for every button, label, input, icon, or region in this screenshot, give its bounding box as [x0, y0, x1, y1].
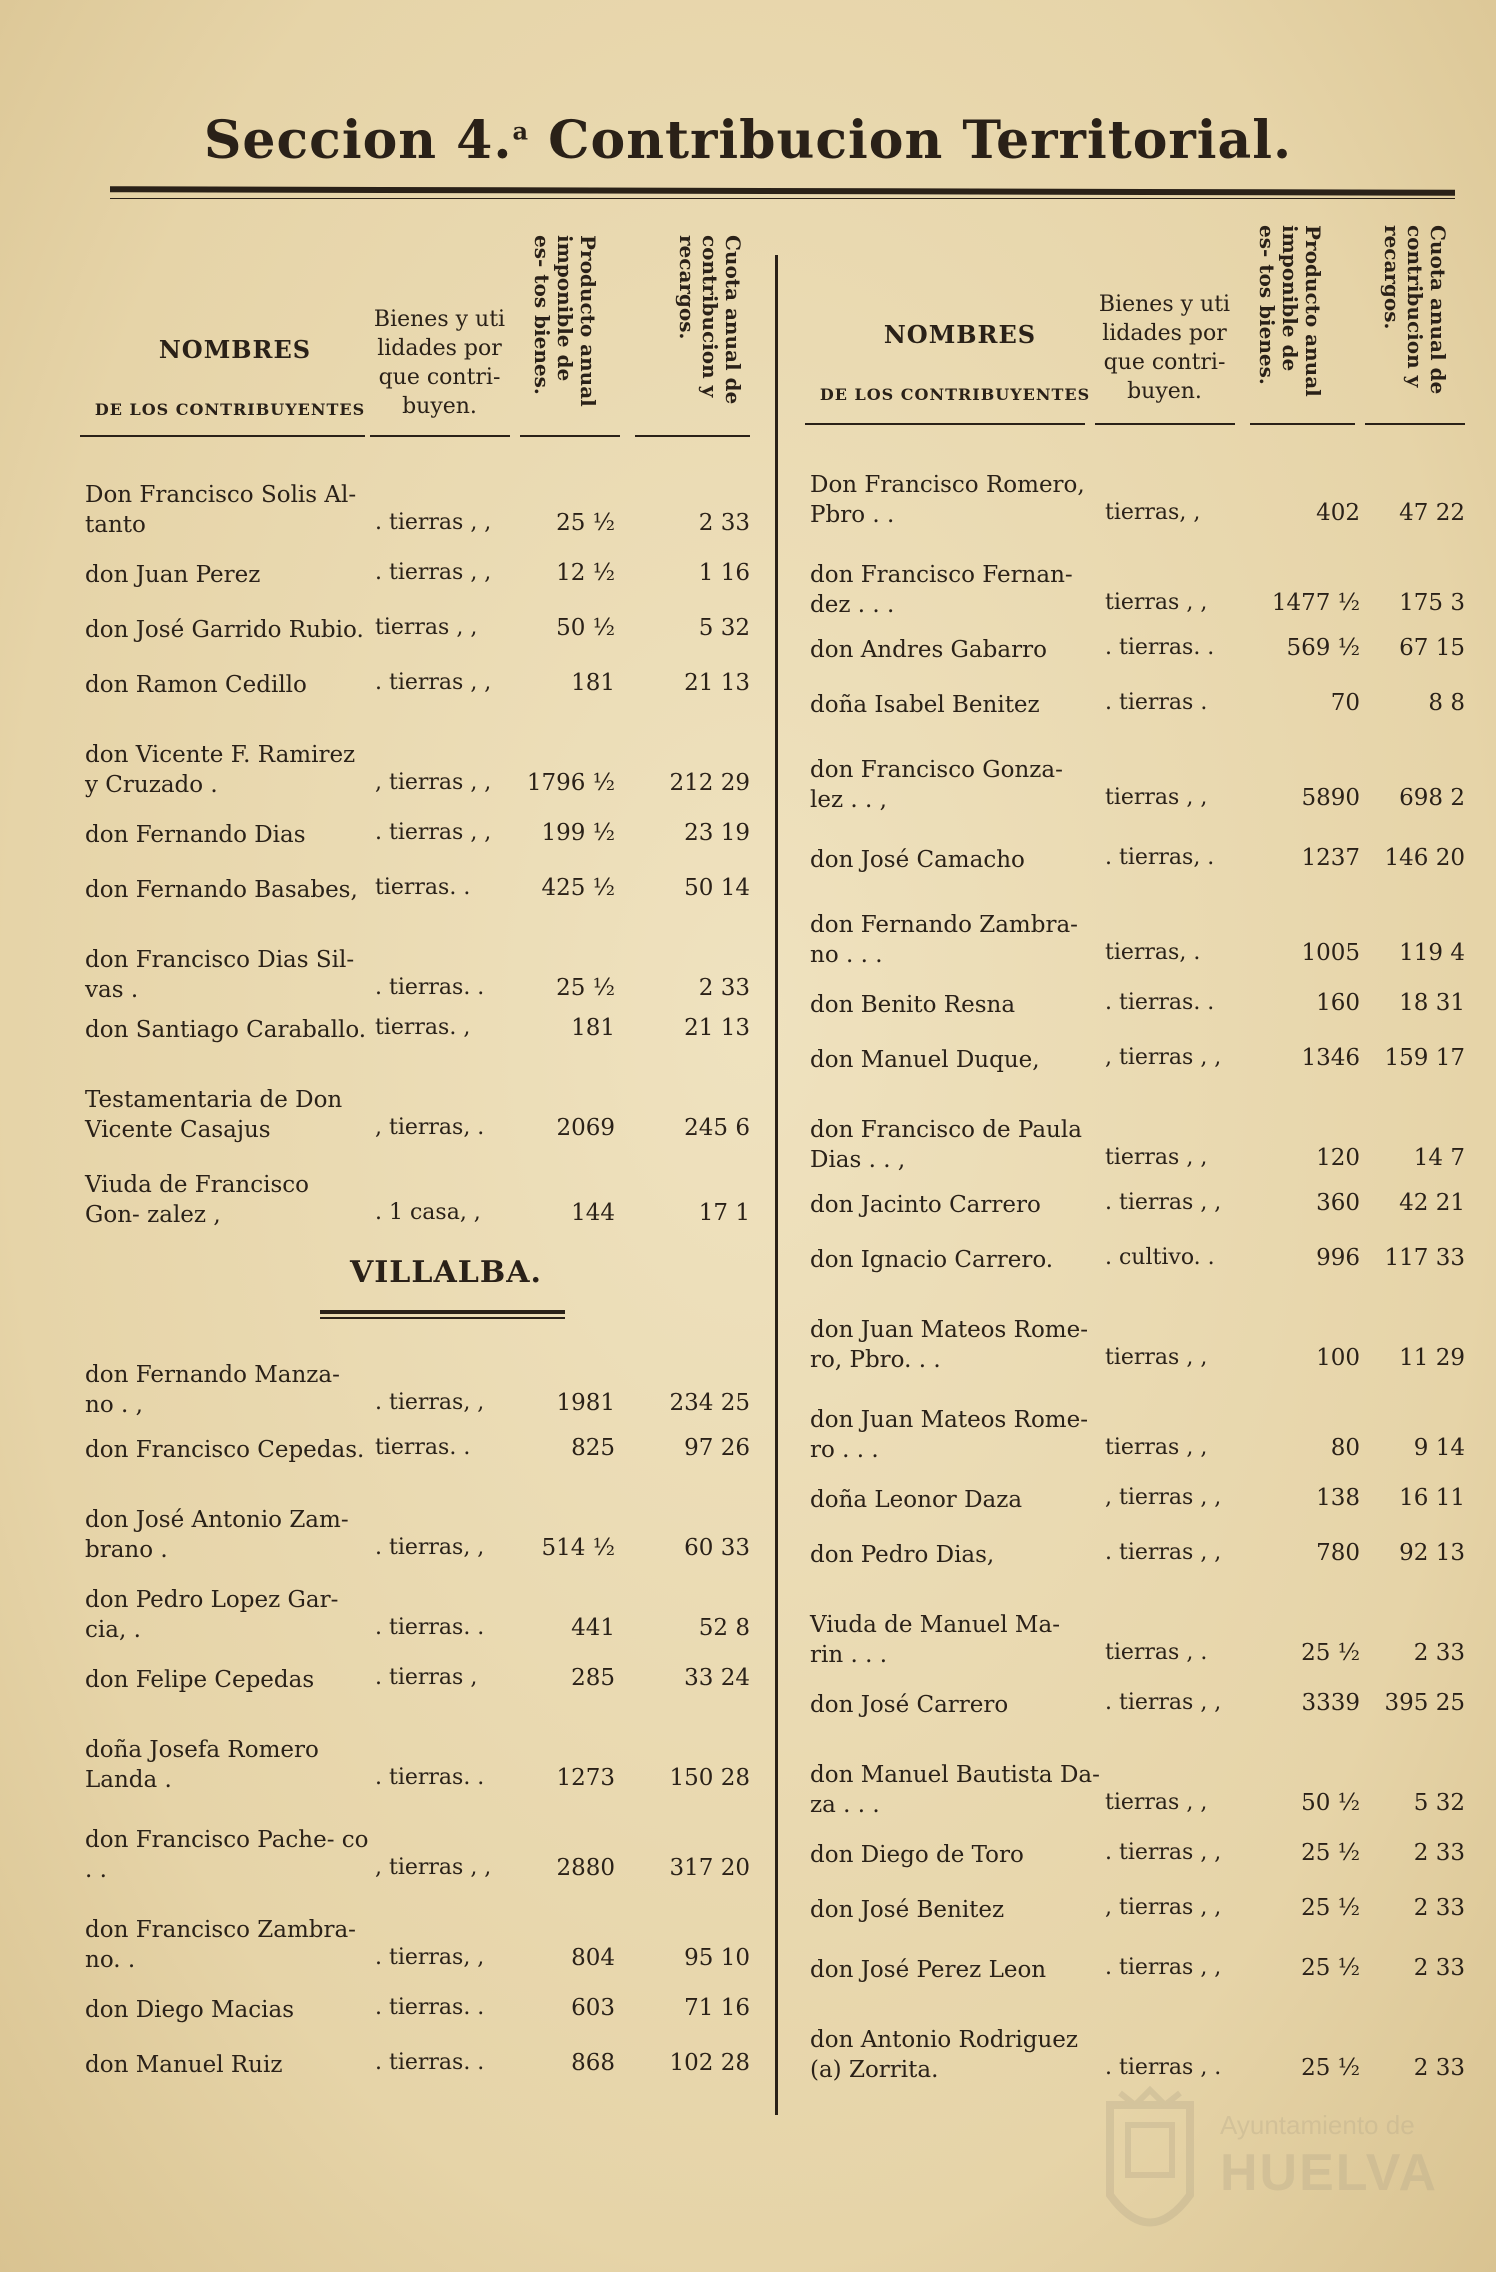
annual-quota: 33 24	[684, 1665, 750, 1691]
contributor-name: don Andres Gabarro	[810, 637, 1047, 663]
contributor-name: doña Leonor Daza	[810, 1487, 1023, 1513]
annual-quota: 5 32	[698, 615, 750, 641]
contributor-name: Viuda de Francisco Gon- zalez ,	[85, 1172, 310, 1228]
property-type: tierras, .	[1105, 940, 1201, 965]
contributor-name: don Pedro Dias,	[810, 1542, 995, 1568]
contributor-name: don Francisco de Paula Dias . . ,	[810, 1117, 1082, 1173]
contributor-name: Don Francisco Romero, Pbro . .	[810, 472, 1085, 528]
property-type: . tierras , ,	[1105, 1955, 1222, 1980]
property-type: . 1 casa, ,	[375, 1200, 481, 1225]
contributor-name: don José Carrero	[810, 1692, 1009, 1718]
header-rule	[520, 435, 620, 437]
annual-quota: 2 33	[1413, 1840, 1465, 1866]
annual-product: 181	[571, 670, 615, 696]
contributor-name: don José Garrido Rubio.	[85, 617, 364, 643]
contributor-name: don Manuel Ruiz	[85, 2052, 283, 2078]
property-type: . tierras, .	[1105, 845, 1215, 870]
annual-quota: 17 1	[698, 1200, 750, 1226]
property-type: . tierras, ,	[375, 1390, 485, 1415]
property-type: . tierras .	[1105, 690, 1208, 715]
contributor-name: doña Isabel Benitez	[810, 692, 1040, 718]
contributor-name: don Francisco Fernan- dez . . .	[810, 562, 1073, 618]
property-type: . tierras , ,	[1105, 1540, 1222, 1565]
annual-quota: 21 13	[684, 1015, 750, 1041]
annual-quota: 16 11	[1399, 1485, 1465, 1511]
contributor-name: don José Perez Leon	[810, 1957, 1047, 1983]
contributor-name: don Francisco Zambra- no. .	[85, 1917, 356, 1973]
contributor-name: don Fernando Zambra- no . . .	[810, 912, 1078, 968]
header-rule	[635, 435, 750, 437]
annual-product: 285	[571, 1665, 615, 1691]
annual-product: 120	[1316, 1145, 1360, 1171]
annual-quota: 11 29	[1399, 1345, 1465, 1371]
annual-product: 868	[571, 2050, 615, 2076]
property-type: . tierras ,	[375, 1665, 478, 1690]
property-type: . tierras. .	[1105, 990, 1215, 1015]
annual-quota: 14 7	[1413, 1145, 1465, 1171]
title-rest: Contribucion Territorial.	[548, 110, 1293, 171]
annual-quota: 119 4	[1399, 940, 1465, 966]
property-type: . tierras , ,	[375, 560, 492, 585]
annual-product: 1005	[1301, 940, 1360, 966]
title-rule-thin	[110, 198, 1455, 199]
property-type: . tierras , ,	[1105, 1840, 1222, 1865]
right-column	[800, 215, 1470, 2083]
crest-icon	[1090, 2085, 1210, 2255]
contributor-name: don Antonio Rodriguez (a) Zorrita.	[810, 2027, 1079, 2083]
producto-header: Producto anual imponible de es- tos bienes.	[1255, 225, 1325, 397]
property-type: . tierras. .	[1105, 635, 1215, 660]
annual-product: 25 ½	[1301, 1955, 1360, 1981]
bienes-header: Bienes y uti lidades por que contri- buyen.	[373, 307, 506, 419]
property-type: . tierras , ,	[1105, 1690, 1222, 1715]
property-type: tierras , ,	[375, 615, 478, 640]
annual-quota: 71 16	[684, 1995, 750, 2021]
annual-product: 80	[1330, 1435, 1360, 1461]
annual-quota: 159 17	[1384, 1045, 1465, 1071]
property-type: tierras. .	[375, 875, 471, 900]
contributor-name: Don Francisco Solis Al- tanto	[85, 482, 357, 538]
contributor-name: don Fernando Manza- no . ,	[85, 1362, 340, 1418]
contributor-name: don Ignacio Carrero.	[810, 1247, 1054, 1273]
annual-product: 360	[1316, 1190, 1360, 1216]
title-rule-thick	[110, 186, 1455, 196]
contributor-name: don Juan Mateos Rome- ro . . .	[810, 1407, 1088, 1463]
annual-product: 25 ½	[556, 510, 615, 536]
left-column-header	[75, 215, 765, 445]
annual-quota: 95 10	[684, 1945, 750, 1971]
contributor-name: don Felipe Cepedas	[85, 1667, 315, 1693]
names-header: NOMBRES	[883, 320, 1037, 349]
property-type: . tierras. .	[375, 1765, 485, 1790]
annual-product: 804	[571, 1945, 615, 1971]
contributor-name: don Manuel Bautista Da- za . . .	[810, 1762, 1100, 1818]
annual-product: 160	[1316, 990, 1360, 1016]
annual-quota: 175 3	[1399, 590, 1465, 616]
annual-product: 50 ½	[1301, 1790, 1360, 1816]
annual-quota: 92 13	[1399, 1540, 1465, 1566]
contributor-name: don José Antonio Zam- brano .	[85, 1507, 349, 1563]
annual-product: 825	[571, 1435, 615, 1461]
property-type: tierras , ,	[1105, 1345, 1208, 1370]
annual-quota: 395 25	[1384, 1690, 1465, 1716]
property-type: . tierras, ,	[375, 1945, 485, 1970]
annual-product: 25 ½	[556, 975, 615, 1001]
annual-quota: 8 8	[1428, 690, 1465, 716]
contributor-name: don Francisco Dias Sil- vas .	[85, 947, 355, 1003]
property-type: . tierras , .	[1105, 2055, 1222, 2080]
section-subheading: VILLALBA.	[350, 1255, 542, 1290]
subheading-rule	[320, 1310, 565, 1314]
watermark-line1: Ayuntamiento de	[1220, 2110, 1415, 2140]
watermark-stamp	[1085, 2085, 1485, 2260]
property-type: tierras , .	[1105, 1640, 1208, 1665]
annual-quota: 42 21	[1399, 1190, 1465, 1216]
contributor-name: don Pedro Lopez Gar- cia, .	[85, 1587, 339, 1643]
contributor-name: don José Benitez	[810, 1897, 1005, 1923]
property-type: . tierras. .	[375, 2050, 485, 2075]
property-type: tierras, ,	[1105, 500, 1201, 525]
property-type: tierras , ,	[1105, 1790, 1208, 1815]
annual-quota: 52 8	[698, 1615, 750, 1641]
producto-header: Producto anual imponible de es- tos bienes.	[530, 235, 600, 407]
property-type: , tierras, .	[375, 1115, 485, 1140]
contributor-name: don Vicente F. Ramirez y Cruzado .	[85, 742, 356, 798]
annual-quota: 2 33	[698, 510, 750, 536]
annual-quota: 97 26	[684, 1435, 750, 1461]
annual-product: 25 ½	[1301, 1895, 1360, 1921]
annual-product: 25 ½	[1301, 2055, 1360, 2081]
annual-quota: 102 28	[669, 2050, 750, 2076]
annual-quota: 2 33	[1413, 1955, 1465, 1981]
annual-quota: 245 6	[684, 1115, 750, 1141]
annual-product: 50 ½	[556, 615, 615, 641]
property-type: . tierras. .	[375, 975, 485, 1000]
annual-product: 1477 ½	[1271, 590, 1360, 616]
annual-product: 569 ½	[1286, 635, 1360, 661]
bienes-header: Bienes y uti lidades por que contri- buyen.	[1098, 292, 1231, 404]
contributor-name: don Fernando Dias	[85, 822, 306, 848]
contributor-name: don Diego de Toro	[810, 1842, 1024, 1868]
annual-quota: 234 25	[669, 1390, 750, 1416]
annual-product: 138	[1316, 1485, 1360, 1511]
property-type: tierras. ,	[375, 1015, 471, 1040]
annual-quota: 47 22	[1399, 500, 1465, 526]
contributor-name: Testamentaria de Don Vicente Casajus	[85, 1087, 343, 1143]
column-divider	[775, 255, 778, 2115]
annual-quota: 50 14	[684, 875, 750, 901]
property-type: , tierras , ,	[1105, 1895, 1222, 1920]
annual-quota: 9 14	[1413, 1435, 1465, 1461]
annual-product: 441	[571, 1615, 615, 1641]
annual-product: 5890	[1301, 785, 1360, 811]
annual-quota: 2 33	[698, 975, 750, 1001]
cuota-header: Cuota anual de contribucion y recargos.	[675, 235, 745, 405]
property-type: , tierras , ,	[375, 1855, 492, 1880]
annual-product: 1273	[556, 1765, 615, 1791]
annual-product: 12 ½	[556, 560, 615, 586]
property-type: . tierras , ,	[375, 670, 492, 695]
annual-quota: 2 33	[1413, 1895, 1465, 1921]
title-superscript: a	[512, 116, 530, 146]
annual-product: 996	[1316, 1245, 1360, 1271]
annual-product: 70	[1330, 690, 1360, 716]
names-subheader: DE LOS CONTRIBUYENTES	[819, 385, 1091, 404]
annual-product: 514 ½	[541, 1535, 615, 1561]
annual-product: 1237	[1301, 845, 1360, 871]
property-type: . tierras , ,	[1105, 1190, 1222, 1215]
header-rule	[1365, 423, 1465, 425]
annual-quota: 117 33	[1384, 1245, 1465, 1271]
property-type: tierras , ,	[1105, 590, 1208, 615]
subheading-rule	[320, 1317, 565, 1319]
contributor-name: don Francisco Gonza- lez . . ,	[810, 757, 1063, 813]
watermark-line2: HUELVA	[1220, 2144, 1439, 2202]
annual-quota: 5 32	[1413, 1790, 1465, 1816]
annual-quota: 1 16	[698, 560, 750, 586]
annual-product: 425 ½	[541, 875, 615, 901]
names-header: NOMBRES	[158, 335, 312, 364]
property-type: . tierras. .	[375, 1615, 485, 1640]
annual-product: 780	[1316, 1540, 1360, 1566]
contributor-name: don Jacinto Carrero	[810, 1192, 1041, 1218]
annual-product: 603	[571, 1995, 615, 2021]
annual-quota: 60 33	[684, 1535, 750, 1561]
annual-quota: 212 29	[669, 770, 750, 796]
contributor-name: don Juan Perez	[85, 562, 261, 588]
contributor-name: don Juan Mateos Rome- ro, Pbro. . .	[810, 1317, 1088, 1373]
contributor-name: don Diego Macias	[85, 1997, 294, 2023]
annual-quota: 2 33	[1413, 1640, 1465, 1666]
annual-product: 1796 ½	[526, 770, 615, 796]
page-title	[0, 110, 1496, 171]
contributor-name: don Ramon Cedillo	[85, 672, 307, 698]
contributor-name: don Benito Resna	[810, 992, 1016, 1018]
property-type: , tierras , ,	[375, 770, 492, 795]
annual-product: 2069	[556, 1115, 615, 1141]
annual-quota: 21 13	[684, 670, 750, 696]
annual-product: 402	[1316, 500, 1360, 526]
header-rule	[80, 435, 365, 437]
contributor-name: don José Camacho	[810, 847, 1025, 873]
annual-product: 25 ½	[1301, 1640, 1360, 1666]
annual-quota: 317 20	[669, 1855, 750, 1881]
property-type: . cultivo. .	[1105, 1245, 1215, 1270]
annual-product: 199 ½	[541, 820, 615, 846]
annual-quota: 698 2	[1399, 785, 1465, 811]
annual-product: 1981	[556, 1390, 615, 1416]
property-type: . tierras , ,	[375, 510, 492, 535]
annual-quota: 150 28	[669, 1765, 750, 1791]
annual-product: 2880	[556, 1855, 615, 1881]
property-type: . tierras , ,	[375, 820, 492, 845]
contributor-name: doña Josefa Romero Landa .	[85, 1737, 319, 1793]
right-column-header	[800, 215, 1470, 445]
contributor-name: don Francisco Pache- co . .	[85, 1827, 369, 1883]
property-type: tierras. .	[375, 1435, 471, 1460]
annual-quota: 67 15	[1399, 635, 1465, 661]
property-type: tierras , ,	[1105, 1435, 1208, 1460]
property-type: , tierras , ,	[1105, 1485, 1222, 1510]
contributor-name: Viuda de Manuel Ma- rin . . .	[810, 1612, 1060, 1668]
annual-product: 181	[571, 1015, 615, 1041]
title-main: Seccion 4.	[203, 110, 513, 171]
property-type: . tierras. .	[375, 1995, 485, 2020]
header-rule	[1095, 423, 1235, 425]
names-subheader: DE LOS CONTRIBUYENTES	[94, 400, 366, 419]
contributor-name: don Fernando Basabes,	[85, 877, 358, 903]
annual-product: 25 ½	[1301, 1840, 1360, 1866]
annual-product: 1346	[1301, 1045, 1360, 1071]
property-type: tierras , ,	[1105, 785, 1208, 810]
header-rule	[805, 423, 1085, 425]
annual-quota: 23 19	[684, 820, 750, 846]
property-type: . tierras, ,	[375, 1535, 485, 1560]
left-column	[75, 215, 765, 2078]
contributor-name: don Francisco Cepedas.	[85, 1437, 365, 1463]
annual-product: 144	[571, 1200, 615, 1226]
annual-product: 3339	[1301, 1690, 1360, 1716]
property-type: tierras , ,	[1105, 1145, 1208, 1170]
annual-quota: 18 31	[1399, 990, 1465, 1016]
annual-quota: 146 20	[1384, 845, 1465, 871]
contributor-name: don Santiago Caraballo.	[85, 1017, 367, 1043]
cuota-header: Cuota anual de contribucion y recargos.	[1380, 225, 1450, 395]
header-rule	[1250, 423, 1355, 425]
annual-product: 100	[1316, 1345, 1360, 1371]
contributor-name: don Manuel Duque,	[810, 1047, 1040, 1073]
property-type: , tierras , ,	[1105, 1045, 1222, 1070]
annual-quota: 2 33	[1413, 2055, 1465, 2081]
header-rule	[370, 435, 510, 437]
